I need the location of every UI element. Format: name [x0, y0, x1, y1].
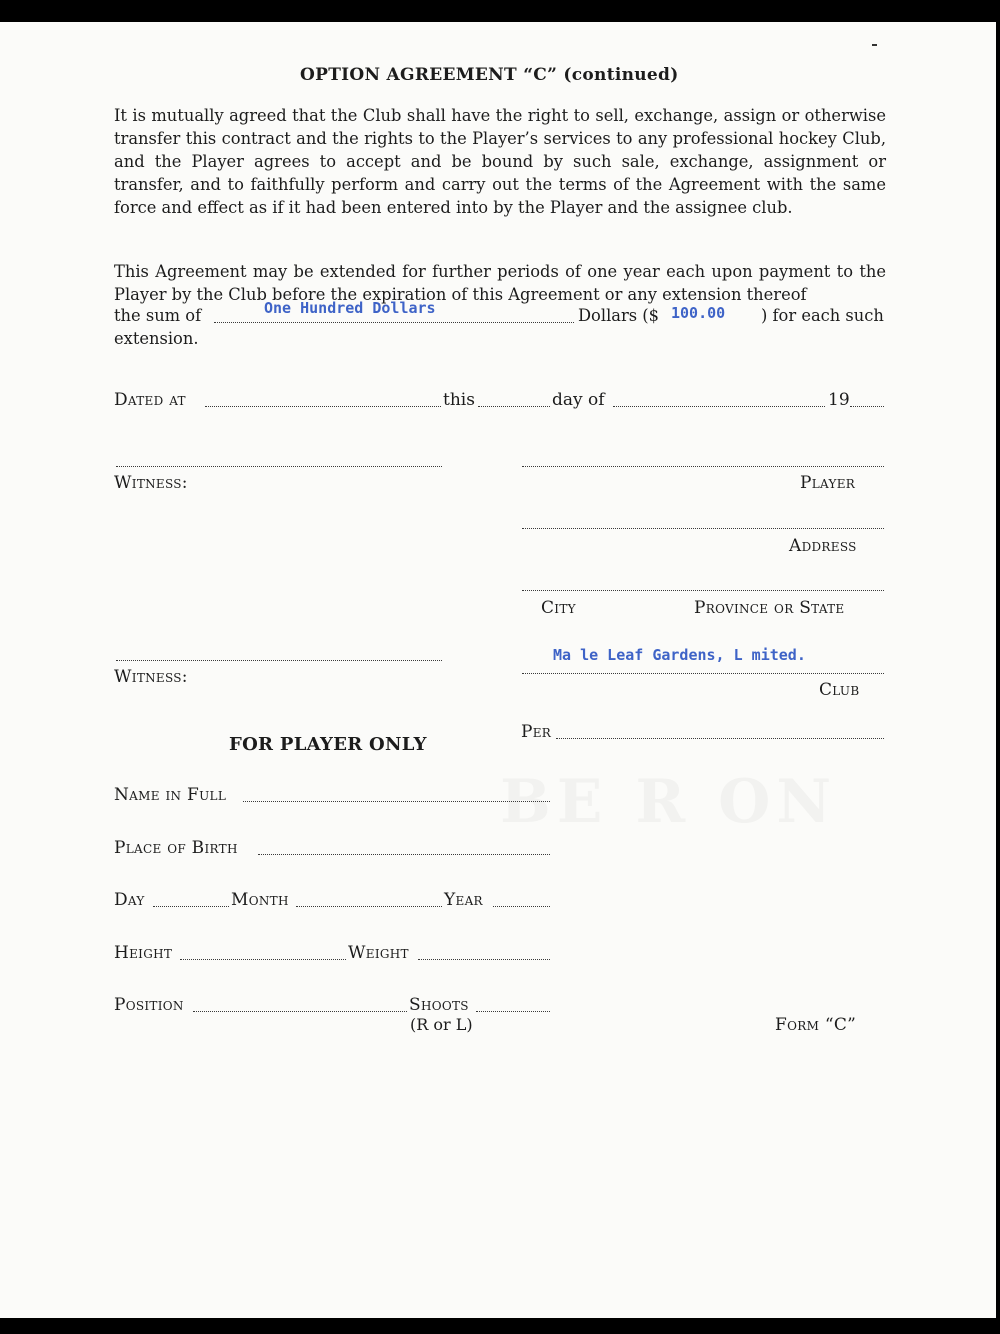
province-label: Province or State: [694, 598, 845, 618]
player-only-heading: FOR PLAYER ONLY: [229, 734, 427, 755]
form-label: Form “C”: [775, 1015, 857, 1035]
city-label: City: [541, 598, 576, 618]
this-label: this: [443, 390, 475, 410]
corner-mark: [872, 44, 877, 46]
witness1-label: Witness:: [114, 473, 188, 493]
position-line: [193, 1011, 407, 1012]
per-line: [556, 738, 884, 739]
name-label: Name in Full: [114, 785, 227, 805]
transfer-paragraph: It is mutually agreed that the Club shall have the right to sell, exchange, assign or otherwise transfer this contract and the rights to the Player’s services to any professional hockey Club, and the Player agrees to accept and be bound by such sale, exchange, assignment or transfer, and to faithfully perform and carry out the terms of the Agreement with the same force and effect as if it had been entered into by the Player and the assignee club.: [114, 106, 886, 217]
weight-line: [418, 959, 550, 960]
height-line: [180, 959, 346, 960]
player-signature-line: [522, 466, 884, 467]
birthplace-line: [258, 854, 550, 855]
birth-year-label: Year: [444, 890, 483, 910]
extension-word: extension.: [114, 329, 199, 348]
club-line: [522, 673, 884, 674]
dated-at-label: Dated at: [114, 390, 186, 410]
club-typed-name: Ma le Leaf Gardens, L mited.: [553, 646, 806, 664]
day-of-label: day of: [552, 390, 605, 410]
day-line: [478, 406, 550, 407]
position-label: Position: [114, 995, 184, 1015]
birthplace-label: Place of Birth: [114, 838, 238, 858]
bleed-through-mark: [500, 767, 837, 837]
birth-month-label: Month: [231, 890, 289, 910]
amount-suffix: ) for each such: [761, 306, 884, 325]
extension-paragraph: This Agreement may be extended for further periods of one year each upon payment to the Player by the Club before the expiration of this Agreement or any extension thereof: [114, 262, 886, 304]
document-page: [0, 22, 996, 1318]
witness1-line: [116, 466, 442, 467]
month-line: [613, 406, 825, 407]
address-label: Address: [789, 536, 857, 556]
address-line: [522, 528, 884, 529]
witness2-label: Witness:: [114, 667, 188, 687]
birth-day-label: Day: [114, 890, 145, 910]
year-prefix: 19: [828, 390, 850, 410]
sum-line: [214, 322, 574, 323]
per-label: Per: [521, 722, 552, 742]
shoots-line: [476, 1011, 550, 1012]
player-label: Player: [800, 473, 856, 493]
city-province-line: [522, 590, 884, 591]
birth-month-line: [296, 906, 442, 907]
dated-place-line: [205, 406, 441, 407]
amount-typed-value: 100.00: [671, 304, 726, 322]
shoots-label: Shoots: [409, 995, 469, 1015]
year-line: [850, 406, 884, 407]
sum-typed-value: One Hundred Dollars: [264, 299, 436, 317]
shoots-note: (R or L): [410, 1015, 473, 1034]
name-line: [243, 801, 550, 802]
club-label: Club: [819, 680, 860, 700]
height-label: Height: [114, 943, 173, 963]
birth-year-line: [493, 906, 550, 907]
birth-day-line: [153, 906, 229, 907]
witness2-line: [116, 660, 442, 661]
sum-label: the sum of: [114, 306, 202, 325]
page-title: OPTION AGREEMENT “C” (continued): [300, 65, 679, 85]
dollars-label: Dollars ($: [578, 306, 660, 325]
weight-label: Weight: [348, 943, 409, 963]
